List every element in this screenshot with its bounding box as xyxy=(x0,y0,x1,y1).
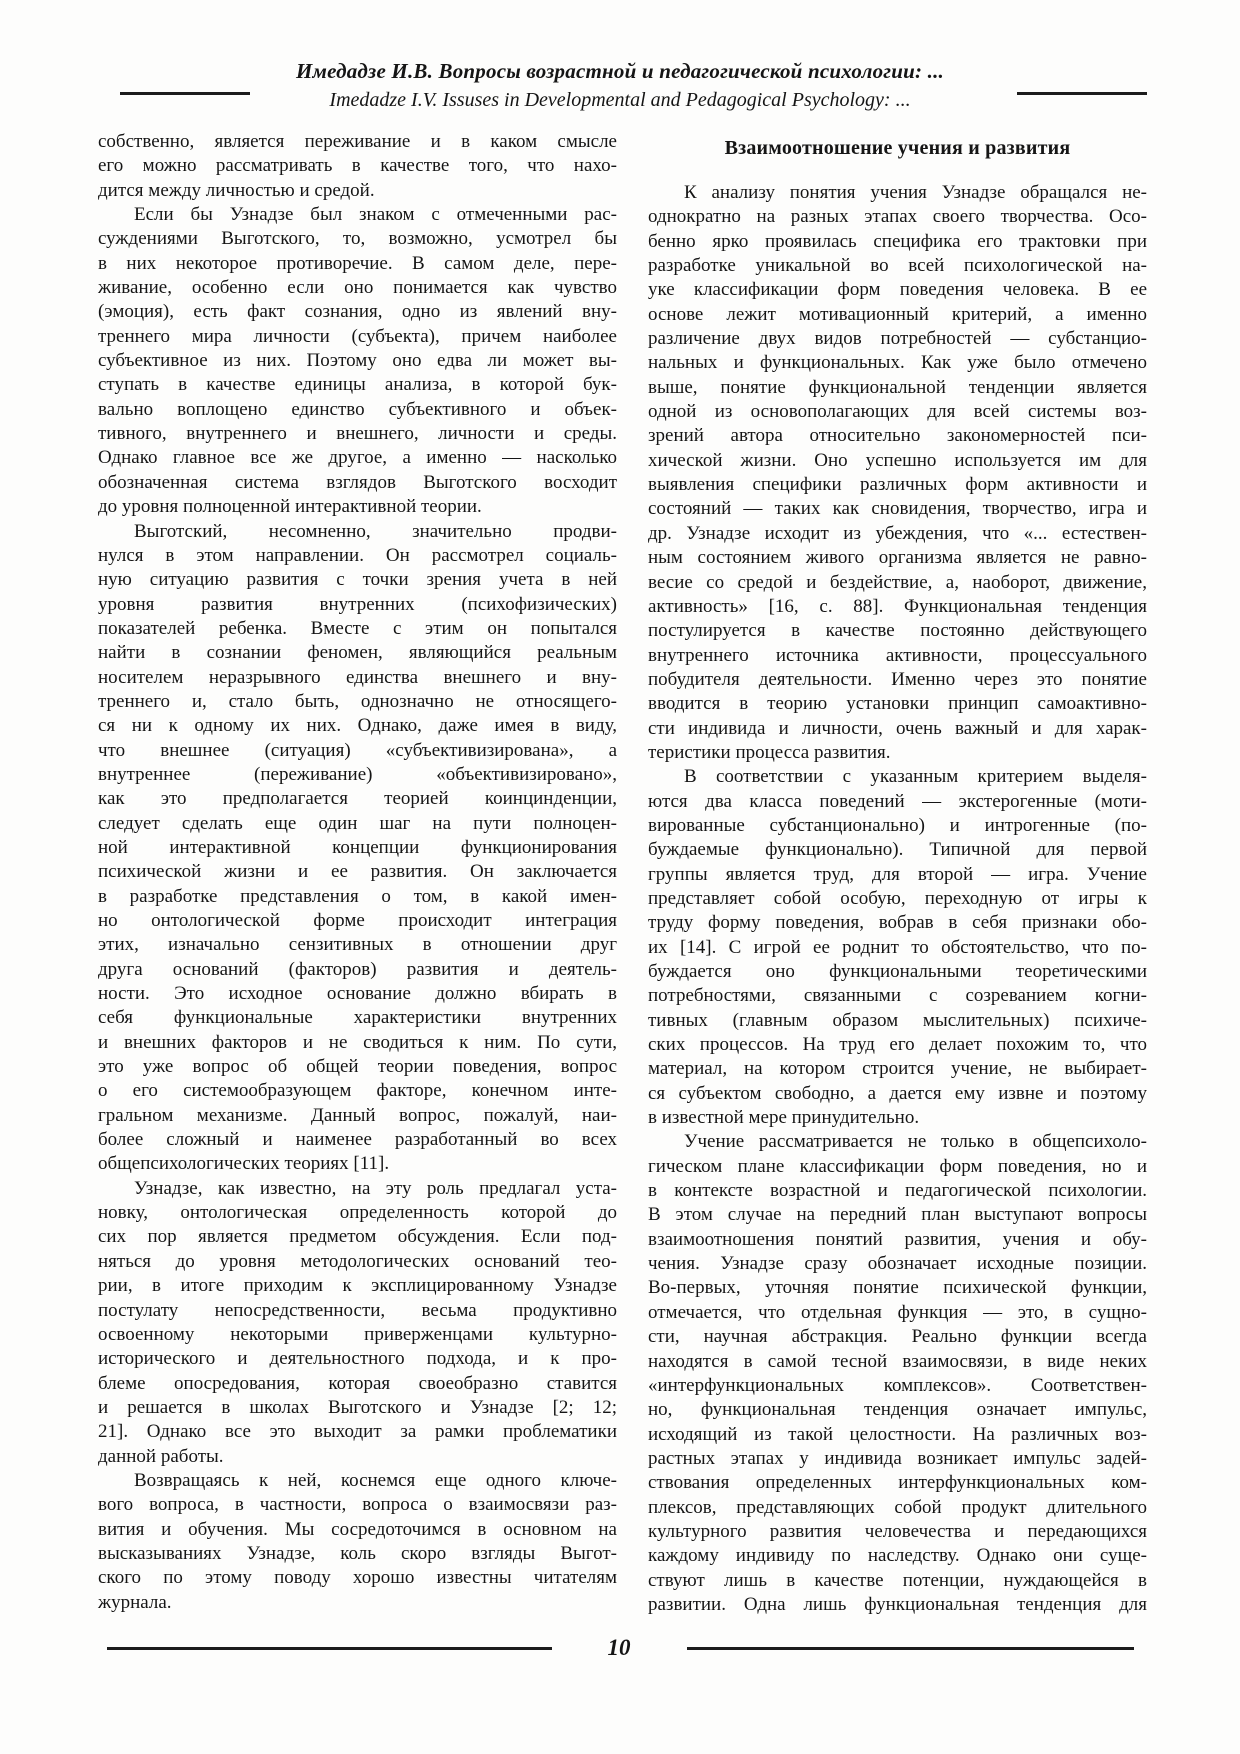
text-column-left xyxy=(98,130,617,1615)
text-line: В этом случае на передний план выступают вопросы xyxy=(648,1204,1147,1226)
text-line: ной интерактивной концепции функционирования xyxy=(98,836,617,858)
text-line: в них некоторое противоречие. В самом деле, пере- xyxy=(98,252,617,274)
text-line: однократно на разных этапах своего творчества. Осо- xyxy=(648,206,1147,228)
text-line: каждому индивиду по наследству. Однако они суще- xyxy=(648,1545,1147,1567)
text-line: нулся в этом направлении. Он рассмотрел социаль- xyxy=(98,544,617,566)
paragraph xyxy=(98,1469,617,1615)
page-number: 10 xyxy=(607,1635,631,1660)
text-line: в контексте возрастной и педагогической психологии. xyxy=(648,1180,1147,1202)
text-line: культурного развития человечества и передающихся xyxy=(648,1520,1147,1542)
text-line: постулату непосредственности, весьма продуктивно xyxy=(98,1299,617,1321)
text-column-right xyxy=(648,130,1147,1617)
text-line: дится между личностью и средой. xyxy=(98,179,375,201)
text-line: тивного, внутреннего и внешнего, личности и среды. xyxy=(98,423,617,445)
running-head-title-ru: Имедадзе И.В. Вопросы возрастной и педагогической психологии: ... xyxy=(296,59,944,83)
text-line: хической жизни. Оно успешно используется им для xyxy=(648,449,1147,471)
text-line: одной из основополагающих для всей системы воз- xyxy=(648,401,1147,423)
text-line: и решается в школах Выготского и Узнадзе [2; 12; xyxy=(98,1396,617,1418)
text-line: что внешнее (ситуация) «субъективизирована», а xyxy=(98,739,617,761)
text-column-right-body xyxy=(648,181,1147,1617)
paragraph xyxy=(648,1130,1147,1617)
text-line: чения. Узнадзе сразу обозначает исходные позиции. xyxy=(648,1253,1147,1275)
text-line: вития и обучения. Мы сосредоточимся в основном на xyxy=(98,1518,617,1540)
text-line: побудителя деятельности. Именно через это понятие xyxy=(648,668,1147,690)
text-line: внутреннего источника активности, процессуального xyxy=(648,644,1147,666)
text-line: буждается оно функциональными теоретическими xyxy=(648,961,1147,982)
text-line: обозначенная система взглядов Выготского восходит xyxy=(98,471,617,493)
text-line: ствуют лишь в качестве потенции, нуждающейся в xyxy=(648,1569,1147,1591)
text-line: труду форму поведения, вобрав в себя признаки обо- xyxy=(648,912,1147,934)
text-line: Во-первых, уточняя понятие психической функции, xyxy=(648,1277,1147,1299)
text-line: вводится в теорию установки принцип самоактивно- xyxy=(648,693,1147,715)
text-line: буждаемые функционально). Типичной для первой xyxy=(648,839,1147,861)
text-line: зрений автора относительно закономерностей пси- xyxy=(648,425,1147,447)
text-line: треннего и, стало быть, однозначно не относящего- xyxy=(98,690,617,712)
text-line: гическом плане классификации форм поведения, но и xyxy=(648,1155,1147,1177)
text-line: следует сделать еще один шаг на пути полноцен- xyxy=(98,812,617,834)
text-line: материал, на котором строится учение, не выбирает- xyxy=(648,1058,1147,1080)
paragraph xyxy=(648,181,1147,765)
text-line: рии, в итоге приходим к эксплицированному Узнадзе xyxy=(98,1275,617,1297)
text-line: бенно ярко проявилась специфика его трактовки при xyxy=(648,230,1147,252)
paragraph xyxy=(98,1177,617,1469)
text-line: новку, онтологическая определенность которой до xyxy=(98,1202,617,1224)
text-line: Учение рассматривается не только в общепсихоло- xyxy=(684,1131,1147,1153)
text-line: найти в сознании феномен, являющийся реальным xyxy=(98,642,617,664)
text-line: себя функциональные характеристики внутренних xyxy=(98,1007,617,1029)
text-line: ным состоянием живого организма является не равно- xyxy=(648,547,1147,569)
text-line: выше, понятие функциональной тенденции является xyxy=(648,376,1147,398)
text-line: плексов, представляющих собой продукт длительного xyxy=(648,1496,1147,1518)
text-line: Выготский, несомненно, значительно продви- xyxy=(134,520,617,542)
paragraph xyxy=(648,765,1147,1130)
text-line: отмечается, что отдельная функция — это, в сущно- xyxy=(648,1301,1147,1323)
text-line: его можно рассматривать в качестве того, что нахо- xyxy=(98,155,617,177)
text-line: до уровня полноценной интерактивной теории. xyxy=(98,496,482,518)
text-line: основе лежит мотивационный критерий, а именно xyxy=(648,303,1147,325)
text-line: Узнадзе, как известно, на эту роль предлагал уста- xyxy=(134,1177,617,1199)
text-line: К анализу понятия учения Узнадзе обращался не- xyxy=(684,182,1147,203)
text-line: этих, изначально сензитивных в отношении друг xyxy=(98,934,617,956)
paragraph xyxy=(98,520,617,1177)
text-line: группы является труд, для второй — игра. Учение xyxy=(648,863,1147,885)
header-rule-right xyxy=(1017,92,1147,95)
text-line: вого вопроса, в частности, вопроса о взаимосвязи раз- xyxy=(98,1494,617,1516)
text-line: сих пор является предметом обсуждения. Если под- xyxy=(98,1226,617,1248)
text-line: ную ситуацию развития с точки зрения учета в ней xyxy=(98,569,617,591)
text-line: ступать в качестве единицы анализа, в которой бук- xyxy=(98,374,617,396)
text-line: теристики процесса развития. xyxy=(648,741,891,763)
text-line: и внешних факторов и не сводиться к ним. По сути, xyxy=(98,1031,617,1053)
text-line: активность» [16, с. 88]. Функциональная тенденция xyxy=(648,595,1147,617)
text-line: Возвращаясь к ней, коснемся еще одного ключе- xyxy=(134,1469,617,1491)
text-line: постулируется в качестве постоянно действующего xyxy=(648,620,1147,642)
text-line: показателей ребенка. Вместе с этим он попытался xyxy=(98,617,617,639)
header-rule-left xyxy=(120,92,250,95)
text-line: сти индивида и личности, очень важный и для харак- xyxy=(648,717,1147,739)
text-line: треннего мира личности (субъекта), причем наиболее xyxy=(98,325,617,347)
text-line: но онтологической форме происходит интеграция xyxy=(98,910,617,931)
running-head-title-en: Imedadze I.V. Issuses in Developmental and Pedagogical Psychology: ... xyxy=(329,89,911,111)
text-line: вированные субстанционально) и интрогенные (по- xyxy=(648,814,1147,836)
text-line: журнала. xyxy=(98,1591,172,1613)
text-line: весие со средой и бездействие, а, наоборот, движение, xyxy=(648,571,1147,593)
text-line: ствования определенных интерфункциональных ком- xyxy=(648,1472,1147,1494)
text-line: тивных (главным образом мыслительных) психиче- xyxy=(648,1009,1147,1031)
section-heading: Взаимоотношение учения и развития xyxy=(724,137,1071,159)
text-line: взаимоотношения понятий развития, учения и обу- xyxy=(648,1228,1147,1250)
text-line: живание, особенно если оно понимается как чувство xyxy=(98,277,617,299)
text-line: потребностями, связанными с созреванием когни- xyxy=(648,985,1147,1007)
text-line: о его системообразующем факторе, конечном инте- xyxy=(98,1080,617,1102)
text-line: в известной мере принудительно. xyxy=(648,1107,920,1129)
text-line: уровня развития внутренних (психофизических) xyxy=(98,593,617,615)
text-line: уке классификации форм поведения человека. В ее xyxy=(648,279,1147,301)
footer-rule-left xyxy=(107,1647,552,1650)
paragraph xyxy=(98,203,617,519)
text-line: собственно, является переживание и в каком смысле xyxy=(98,131,617,152)
text-line: психической жизни и ее развития. Он заключается xyxy=(98,861,617,883)
text-line: блеме опосредования, которая своеобразно ставится xyxy=(98,1372,617,1394)
text-line: В соответствии с указанным критерием выделя- xyxy=(684,766,1147,788)
text-line: ются два класса поведений — экстерогенные (моти- xyxy=(648,790,1147,812)
text-line: ского по этому поводу хорошо известны читателям xyxy=(98,1567,617,1589)
text-line: растных этапах у индивида возникает импульс задей- xyxy=(648,1447,1147,1469)
text-line: различение двух видов потребностей — субстанцио- xyxy=(648,328,1147,350)
text-line: это уже вопрос об общей теории поведения, вопрос xyxy=(98,1056,617,1078)
running-head xyxy=(0,56,1240,114)
text-line: данной работы. xyxy=(98,1445,224,1467)
text-line: внутреннее (переживание) «объективизировано», xyxy=(98,763,617,785)
footer-rule-right xyxy=(687,1647,1134,1650)
text-line: 21]. Однако все это выходит за рамки проблематики xyxy=(98,1421,617,1443)
text-line: др. Узнадзе исходит из убеждения, что «... естествен- xyxy=(648,522,1147,544)
text-line: освоенному некоторыми приверженцами культурно- xyxy=(98,1323,617,1345)
text-line: «интерфункциональных комплексов». Соответствен- xyxy=(648,1374,1147,1396)
text-line: исторического и деятельностного подхода, и к про- xyxy=(98,1348,617,1370)
text-line: Если бы Узнадзе был знаком с отмеченными рас- xyxy=(134,204,617,226)
text-line: Однако главное все же другое, а именно — насколько xyxy=(98,447,617,469)
text-line: друга оснований (факторов) развития и деятель- xyxy=(98,958,617,980)
text-line: как это предполагается теорией коинцинденции, xyxy=(98,788,617,810)
text-line: (эмоция), есть факт сознания, одно из явлений вну- xyxy=(98,301,617,323)
text-line: ских процессов. На труд его делает похожим то, что xyxy=(648,1034,1147,1056)
text-line: ся ни к одному их них. Однако, даже имея в виду, xyxy=(98,715,617,737)
text-line: субъективное из них. Поэтому оно едва ли может вы- xyxy=(98,350,617,372)
text-line: гральном механизме. Данный вопрос, пожалуй, наи- xyxy=(98,1104,617,1126)
text-line: более сложный и наименее разработанный во всех xyxy=(98,1129,617,1151)
text-line: выявления специфики различных форм активности и xyxy=(648,474,1147,496)
text-line: в разработке представления о том, в какой имен- xyxy=(98,885,617,907)
text-line: исходящий из такой целостности. На различных воз- xyxy=(648,1423,1147,1445)
text-line: общепсихологических теориях [11]. xyxy=(98,1153,390,1175)
paragraph xyxy=(98,130,617,203)
text-line: ности. Это исходное основание должно вбирать в xyxy=(98,983,617,1005)
page-footer xyxy=(0,1634,1240,1662)
text-line: представляет собой особую, переходную от игры к xyxy=(648,887,1147,909)
text-line: развитии. Одна лишь функциональная тенденция для xyxy=(648,1593,1147,1615)
text-line: их [14]. С игрой ее роднит то обстоятельство, что по- xyxy=(648,936,1147,958)
text-line: сти, научная абстракция. Реально функции всегда xyxy=(648,1326,1147,1348)
text-line: но, функциональная тенденция означает импульс, xyxy=(648,1399,1147,1421)
text-line: носителем неразрывного единства внешнего и вну- xyxy=(98,666,617,688)
text-line: вально воплощено единство субъективного и объек- xyxy=(98,398,617,420)
text-line: высказываниях Узнадзе, коль скоро взгляды Выгот- xyxy=(98,1542,617,1564)
text-line: няться до уровня методологических оснований тео- xyxy=(98,1250,617,1272)
text-line: ся субъектом свободно, а дается ему извне и поэтому xyxy=(648,1082,1147,1104)
text-line: суждениями Выготского, то, возможно, усмотрел бы xyxy=(98,228,617,250)
text-line: состояний — таких как сновидения, творчество, игра и xyxy=(648,498,1147,520)
text-line: нальных и функциональных. Как уже было отмечено xyxy=(648,352,1147,374)
text-line: находятся в самой тесной взаимосвязи, в виде неких xyxy=(648,1350,1147,1372)
text-line: разработке уникальной во всей психологической на- xyxy=(648,255,1147,277)
